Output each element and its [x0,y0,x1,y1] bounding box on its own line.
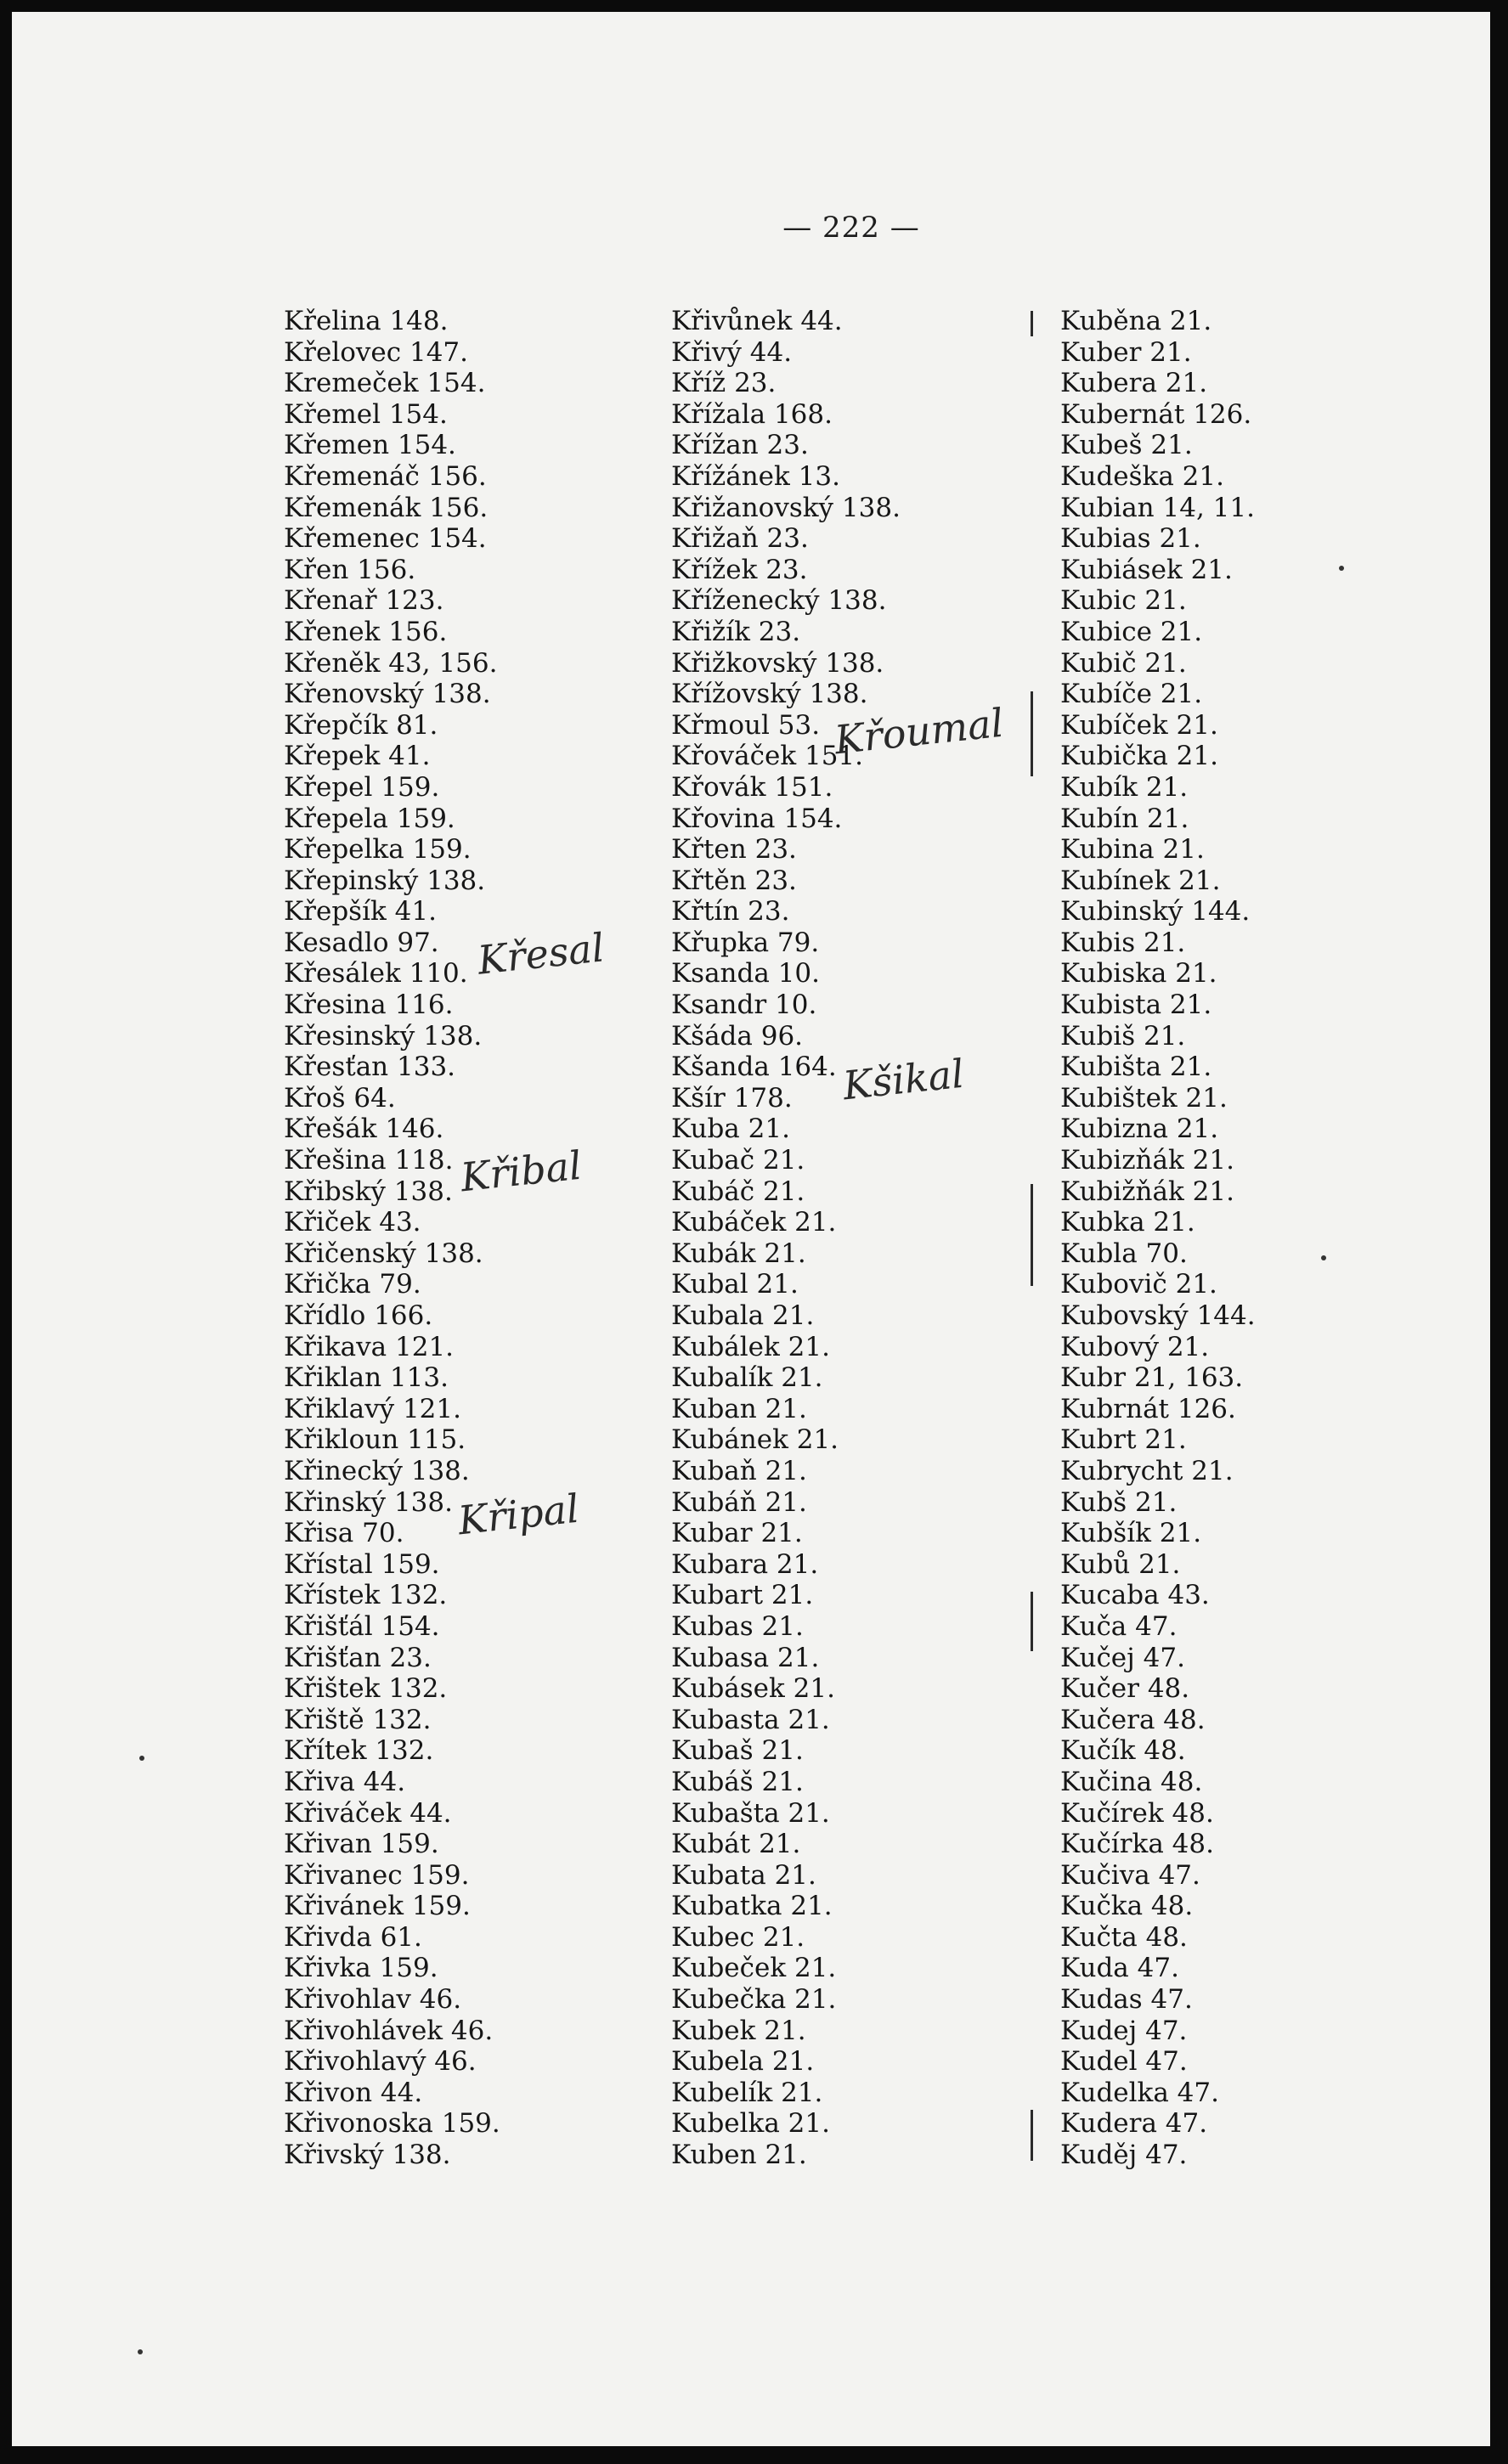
index-entry: Kubasta 21. [671,1704,830,1735]
index-entry: Křešák 146. [284,1114,444,1145]
index-entry: Křemel 154. [284,398,448,430]
index-entry: Kudej 47. [1060,2015,1188,2046]
index-entry: Kubištek 21. [1060,1082,1228,1114]
index-entry: Křikloun 115. [284,1424,466,1456]
index-entry: Kubla 70. [1060,1238,1188,1269]
index-entry: Křemenák 156. [284,492,489,523]
index-entry: Kubíček 21. [1060,709,1218,741]
index-entry: Křemenec 154. [284,523,487,555]
index-entry: Křiklan 113. [284,1362,449,1394]
index-entry: Kubšík 21. [1060,1518,1202,1549]
index-entry: Kubovský 144. [1060,1300,1256,1331]
index-entry: Kubš 21. [1060,1486,1178,1518]
index-entry: Kubálek 21. [671,1331,830,1362]
handwritten-note: Kšikal [840,1050,967,1109]
index-entry: Křiva 44. [284,1766,406,1797]
column-1 [284,306,500,2171]
index-entry: Křížek 23. [671,554,808,585]
index-entry: Křivka 159. [284,1953,438,1984]
index-entry: Křítek 132. [284,1735,434,1767]
index-entry: Křepek 41. [284,741,431,772]
index-entry: Křivý 44. [671,336,793,368]
index-entry: Kubíče 21. [1060,679,1203,710]
column-divider [1031,691,1033,776]
index-entry: Kubatka 21. [671,1891,833,1922]
index-entry: Křemen 154. [284,430,456,461]
index-entry: Kubinský 144. [1060,896,1251,928]
index-entry: Kučík 48. [1060,1735,1186,1767]
index-entry: Kubasa 21. [671,1642,820,1673]
index-entry: Křinecký 138. [284,1455,470,1486]
column-divider [1031,2110,1033,2161]
index-entry: Křístal 159. [284,1548,440,1580]
index-entry: Kšír 178. [671,1082,793,1114]
index-entry: Kubizňák 21. [1060,1145,1234,1176]
index-entry: Křinský 138. [284,1486,453,1518]
index-entry: Kubizna 21. [1060,1114,1219,1145]
index-entry: Křepinský 138. [284,865,486,896]
index-entry: Kučírka 48. [1060,1829,1214,1860]
index-entry: Kubáček 21. [671,1207,837,1238]
index-entry: Křenař 123. [284,585,444,617]
index-entry: Kubalík 21. [671,1362,823,1394]
index-entry: Křivohlav 46. [284,1984,462,2016]
index-entry: Kubera 21. [1060,368,1208,399]
index-entry: Kubias 21. [1060,523,1201,555]
index-entry: Křoš 64. [284,1082,396,1114]
index-entry: Kubánek 21. [671,1424,839,1456]
index-entry: Křibský 138. [284,1176,453,1207]
index-entry: Kuba 21. [671,1114,790,1145]
index-entry: Křovina 154. [671,803,843,834]
index-entry: Kříž 23. [671,368,777,399]
index-entry: Kubásek 21. [671,1673,835,1705]
index-entry: Křiváček 44. [284,1797,452,1829]
index-entry: Kšanda 164. [671,1052,837,1083]
index-entry: Křenek 156. [284,616,448,647]
index-entry: Křtěn 23. [671,865,797,896]
page-number: — 222 — [782,211,920,245]
index-entry: Křišťan 23. [284,1642,432,1673]
handwritten-note: Křoumal [832,699,1006,764]
index-entry: Kuděj 47. [1060,2140,1188,2171]
index-entry: Kubart 21. [671,1580,814,1611]
index-entry: Křižkovský 138. [671,647,884,679]
index-entry: Kubašta 21. [671,1797,830,1829]
index-entry: Kučírek 48. [1060,1797,1214,1829]
index-entry: Kučina 48. [1060,1766,1203,1797]
index-entry: Křelovec 147. [284,336,468,368]
index-entry: Kubic 21. [1060,585,1187,617]
index-entry: Kubů 21. [1060,1548,1181,1580]
index-entry: Křížánek 13. [671,460,840,492]
index-entry: Kubernát 126. [1060,398,1252,430]
index-entry: Křelina 148. [284,306,449,336]
index-entry: Křtín 23. [671,896,790,928]
index-entry: Kremeček 154. [284,368,486,399]
index-entry: Křivon 44. [284,2077,423,2108]
index-entry: Křupka 79. [671,927,820,958]
index-entry: Křivda 61. [284,1921,422,1953]
index-entry: Kubiš 21. [1060,1020,1186,1052]
index-entry: Kubara 21. [671,1548,819,1580]
handwritten-note: Křibal [458,1142,585,1201]
index-entry: Kudelka 47. [1060,2077,1219,2108]
index-entry: Kubáň 21. [671,1486,807,1518]
index-entry: Křepel 159. [284,771,440,803]
index-entry: Kuča 47. [1060,1610,1178,1642]
index-entry: Křížan 23. [671,430,809,461]
index-entry: Kubis 21. [1060,927,1186,958]
index-entry: Kubiska 21. [1060,958,1217,990]
index-entry: Ksanda 10. [671,958,820,990]
index-entry: Křístek 132. [284,1580,448,1611]
index-entry: Křováček 151. [671,741,864,772]
index-entry: Kučer 48. [1060,1673,1190,1705]
index-entry: Kudas 47. [1060,1984,1193,2016]
index-entry: Křesálek 110. [284,958,468,990]
index-entry: Křmoul 53. [671,709,821,741]
index-entry: Kučiva 47. [1060,1859,1200,1891]
index-entry: Kubar 21. [671,1518,803,1549]
index-entry: Křeněk 43, 156. [284,647,498,679]
index-entry: Křička 79. [284,1269,421,1300]
index-entry: Křížala 168. [671,398,833,430]
column-3 [1060,306,1256,2171]
index-entry: Kubaš 21. [671,1735,804,1767]
index-entry: Kubeček 21. [671,1953,837,1984]
index-entry: Kuda 47. [1060,1953,1179,1984]
index-entry: Kudera 47. [1060,2108,1208,2140]
index-entry: Kubelka 21. [671,2108,830,2140]
index-entry: Kucaba 43. [1060,1580,1210,1611]
index-entry: Křešina 118. [284,1145,454,1176]
index-entry: Kubrt 21. [1060,1424,1187,1456]
column-2 [671,306,901,2171]
index-entry: Křiklavý 121. [284,1393,461,1424]
index-entry: Kubič 21. [1060,647,1187,679]
index-entry: Kubelík 21. [671,2077,823,2108]
index-entry: Kučej 47. [1060,1642,1185,1673]
index-entry: Křemenáč 156. [284,460,487,492]
index-entry: Kubovič 21. [1060,1269,1217,1300]
index-entry: Křepčík 81. [284,709,438,741]
index-entry: Kšáda 96. [671,1020,804,1052]
speck [138,2349,143,2354]
index-entry: Kučta 48. [1060,1921,1188,1953]
index-entry: Křovák 151. [671,771,833,803]
index-entry: Křižanovský 138. [671,492,901,523]
index-entry: Křten 23. [671,834,797,866]
index-entry: Kubka 21. [1060,1207,1195,1238]
index-entry: Ksandr 10. [671,990,817,1021]
index-entry: Kubač 21. [671,1145,805,1176]
column-divider [1031,1592,1033,1651]
index-entry: Křižaň 23. [671,523,809,555]
index-entry: Křesina 116. [284,990,454,1021]
index-entry: Křivanec 159. [284,1859,470,1891]
index-entry: Křivohlávek 46. [284,2015,494,2046]
speck [1321,1255,1326,1260]
index-entry: Kubina 21. [1060,834,1205,866]
index-entry: Kubrycht 21. [1060,1455,1234,1486]
index-entry: Křikava 121. [284,1331,455,1362]
index-entry: Kubian 14, 11. [1060,492,1255,523]
index-entry: Kubáš 21. [671,1766,804,1797]
index-entry: Křivan 159. [284,1829,439,1860]
index-entry: Kubový 21. [1060,1331,1210,1362]
index-entry: Kubr 21, 163. [1060,1362,1244,1394]
column-divider [1031,311,1033,336]
index-entry: Kubaň 21. [671,1455,807,1486]
index-entry: Kubečka 21. [671,1984,837,2016]
page [12,12,1490,2446]
index-entry: Kubista 21. [1060,990,1212,1021]
index-entry: Křižík 23. [671,616,801,647]
index-entry: Kříženecký 138. [671,585,887,617]
index-entry: Křížovský 138. [671,679,868,710]
index-entry: Kubec 21. [671,1921,805,1953]
index-entry: Kubička 21. [1060,741,1218,772]
index-entry: Křivský 138. [284,2140,451,2171]
index-entry: Kubínek 21. [1060,865,1221,896]
index-entry: Kubas 21. [671,1610,804,1642]
index-entry: Kubát 21. [671,1829,801,1860]
index-entry: Křepelka 159. [284,834,472,866]
index-entry: Křepšík 41. [284,896,437,928]
index-entry: Kučka 48. [1060,1891,1194,1922]
index-entry: Kubata 21. [671,1859,816,1891]
index-entry: Kubeš 21. [1060,430,1193,461]
index-entry: Kubáč 21. [671,1176,805,1207]
index-entry: Křištek 132. [284,1673,448,1705]
index-entry: Kubišta 21. [1060,1052,1212,1083]
index-entry: Křivůnek 44. [671,306,843,336]
index-entry: Kudeška 21. [1060,460,1224,492]
index-entry: Křišťál 154. [284,1610,440,1642]
speck [139,1756,144,1761]
index-entry: Kubice 21. [1060,616,1203,647]
index-entry: Kučera 48. [1060,1704,1206,1735]
index-entry: Kubín 21. [1060,803,1189,834]
index-entry: Křesinský 138. [284,1020,483,1052]
index-entry: Křen 156. [284,554,416,585]
index-entry: Kubal 21. [671,1269,799,1300]
index-entry: Kuber 21. [1060,336,1192,368]
index-entry: Kubala 21. [671,1300,815,1331]
index-entry: Kudel 47. [1060,2046,1188,2078]
speck [1339,566,1344,571]
handwritten-note: Křesal [475,924,607,984]
index-entry: Kubek 21. [671,2015,806,2046]
index-entry: Kubík 21. [1060,771,1189,803]
index-entry: Křenovský 138. [284,679,491,710]
index-entry: Křesťan 133. [284,1052,456,1083]
index-entry: Křivánek 159. [284,1891,471,1922]
index-entry: Křivohlavý 46. [284,2046,477,2078]
index-entry: Křepela 159. [284,803,455,834]
index-entry: Kubiásek 21. [1060,554,1233,585]
index-entry: Kuběna 21. [1060,306,1212,336]
index-entry: Křičenský 138. [284,1238,483,1269]
index-entry: Křiště 132. [284,1704,432,1735]
index-entry: Kubák 21. [671,1238,806,1269]
index-entry: Křídlo 166. [284,1300,433,1331]
index-entry: Křiček 43. [284,1207,421,1238]
index-entry: Kubela 21. [671,2046,815,2078]
index-entry: Kubrnát 126. [1060,1393,1236,1424]
handwritten-note: Křipal [455,1485,582,1544]
index-entry: Kuban 21. [671,1393,807,1424]
index-entry: Kuben 21. [671,2140,807,2171]
index-entry: Křivonoska 159. [284,2108,500,2140]
index-entry: Křisa 70. [284,1518,404,1549]
column-divider [1031,1184,1033,1286]
index-entry: Kubižňák 21. [1060,1176,1234,1207]
index-entry: Kesadlo 97. [284,927,439,958]
